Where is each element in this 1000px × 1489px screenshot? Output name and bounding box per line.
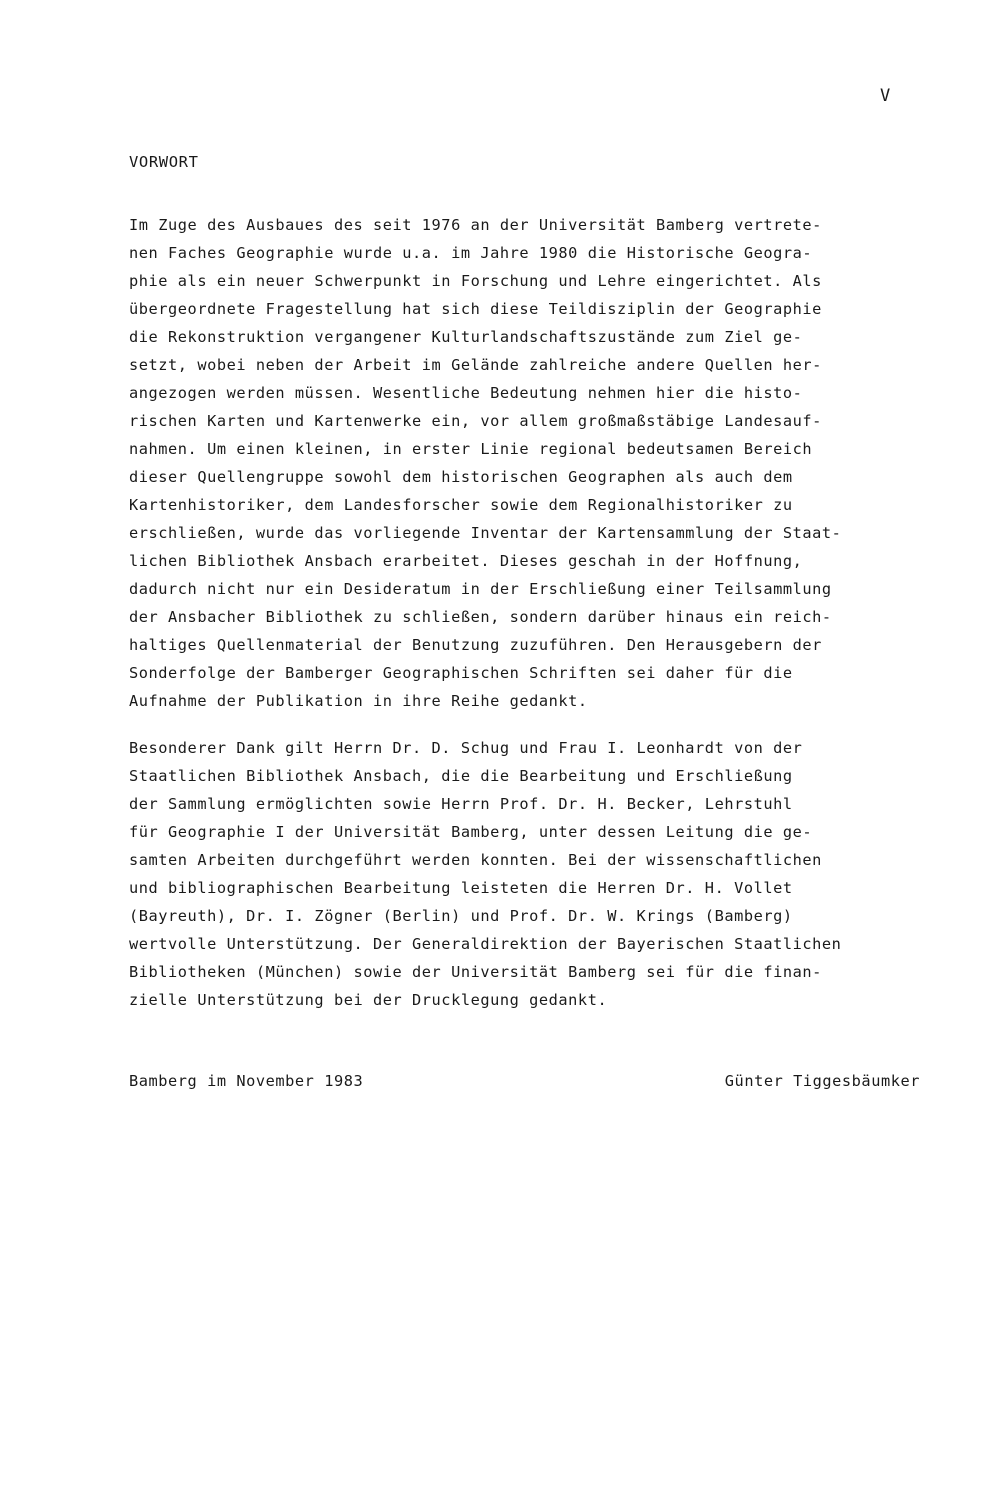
text-line: dadurch nicht nur ein Desideratum in der Erschließung einer Teilsammlung [129,580,832,598]
text-line: angezogen werden müssen. Wesentliche Bedeutung nehmen hier die histo- [129,384,803,402]
text-line: erschließen, wurde das vorliegende Inventar der Kartensammlung der Staat- [129,524,842,542]
text-line: nahmen. Um einen kleinen, in erster Linie regional bedeutsamen Bereich [129,440,813,458]
text-line: setzt, wobei neben der Arbeit im Gelände zahlreiche andere Quellen her- [129,356,822,374]
text-line: rischen Karten und Kartenwerke ein, vor allem großmaßstäbige Landesauf- [129,412,822,430]
text-line: Kartenhistoriker, dem Landesforscher sowie dem Regionalhistoriker zu [129,496,793,514]
text-line: Bibliotheken (München) sowie der Universität Bamberg sei für die finan- [129,963,822,981]
text-line: die Rekonstruktion vergangener Kulturlandschaftszustände zum Ziel ge- [129,328,803,346]
text-line: haltiges Quellenmaterial der Benutzung zuzuführen. Den Herausgebern der [129,636,822,654]
text-line: Besonderer Dank gilt Herrn Dr. D. Schug und Frau I. Leonhardt von der [129,739,803,757]
text-line: der Sammlung ermöglichten sowie Herrn Prof. Dr. H. Becker, Lehrstuhl [129,795,793,813]
text-line: übergeordnete Fragestellung hat sich diese Teildisziplin der Geographie [129,300,822,318]
author-name: Günter Tiggesbäumker [724,1072,920,1090]
text-line: und bibliographischen Bearbeitung leisteten die Herren Dr. H. Vollet [129,879,793,897]
text-line: zielle Unterstützung bei der Drucklegung gedankt. [129,991,608,1009]
text-line: für Geographie I der Universität Bamberg, unter dessen Leitung die ge- [129,823,813,841]
text-line: (Bayreuth), Dr. I. Zögner (Berlin) und Prof. Dr. W. Krings (Bamberg) [129,907,793,925]
text-line: der Ansbacher Bibliothek zu schließen, sondern darüber hinaus ein reich- [129,608,832,626]
paragraph-acknowledgements [129,734,949,1014]
text-line: dieser Quellengruppe sowohl dem historischen Geographen als auch dem [129,468,793,486]
text-line: wertvolle Unterstützung. Der Generaldirektion der Bayerischen Staatlichen [129,935,842,953]
place-date: Bamberg im November 1983 [129,1072,364,1090]
text-line: Sonderfolge der Bamberger Geographischen Schriften sei daher für die [129,664,793,682]
page-heading: VORWORT [129,153,199,171]
text-line: Im Zuge des Ausbaues des seit 1976 an der Universität Bamberg vertrete- [129,216,822,234]
text-line: Aufnahme der Publikation in ihre Reihe gedankt. [129,692,588,710]
text-line: phie als ein neuer Schwerpunkt in Forschung und Lehre eingerichtet. Als [129,272,822,290]
text-line: Staatlichen Bibliothek Ansbach, die die Bearbeitung und Erschließung [129,767,793,785]
text-line: lichen Bibliothek Ansbach erarbeitet. Dieses geschah in der Hoffnung, [129,552,803,570]
text-line: samten Arbeiten durchgeführt werden konnten. Bei der wissenschaftlichen [129,851,822,869]
text-line: nen Faches Geographie wurde u.a. im Jahre 1980 die Historische Geogra- [129,244,813,262]
paragraph-intro [129,211,949,715]
page-number: V [880,86,892,106]
